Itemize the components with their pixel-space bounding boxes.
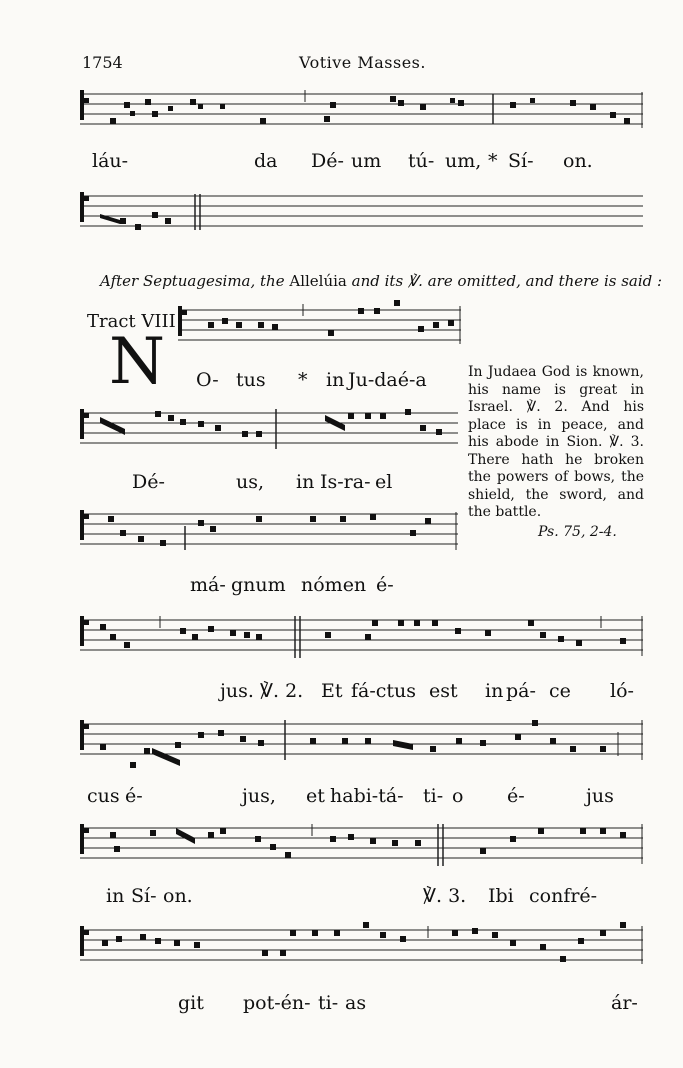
initial-letter: N	[109, 325, 165, 399]
lyric-syllable: et	[306, 785, 325, 807]
lyric-syllable: on.	[163, 885, 193, 907]
lyric-syllable: ti-	[318, 992, 339, 1014]
lyric-syllable: as	[345, 992, 367, 1014]
lyric-syllable: us,	[236, 471, 265, 493]
lyric-syllable: est	[429, 680, 458, 702]
rubric-part: After Septuagesima, the	[100, 272, 290, 290]
lyric-syllable: in	[106, 885, 125, 907]
lyric-syllable: Sí-	[131, 885, 157, 907]
lyric-syllable: Sí-	[508, 150, 534, 172]
lyric-syllable: é-	[125, 785, 143, 807]
lyric-syllable: é-	[376, 574, 394, 596]
translation-text: In Judaea God is known, his name is great in Israel. ℣. 2. And his place is in peace, and his abode in Sion. ℣. 3. There hath he broken the powers of bows, the shield, the sword, and the battle.	[468, 364, 644, 520]
music-staff-4	[80, 405, 460, 455]
lyric-syllable: Dé-	[311, 150, 344, 172]
music-staff-9	[80, 920, 645, 978]
lyric-syllable: git	[178, 992, 204, 1014]
lyric-syllable: má-	[190, 574, 226, 596]
lyric-syllable: O-	[196, 369, 219, 391]
music-staff-1	[80, 88, 645, 136]
lyric-syllable: ló-	[610, 680, 634, 702]
psalm-reference: Ps. 75, 2-4.	[538, 524, 617, 540]
lyric-syllable: jus,	[242, 785, 276, 807]
lyric-syllable: Ibi	[488, 885, 514, 907]
music-staff-7	[80, 716, 645, 772]
tract-label: Tract VIII	[87, 311, 176, 332]
lyric-syllable: Is-ra-	[320, 471, 371, 493]
lyric-syllable: um,	[445, 150, 482, 172]
lyric-syllable: Et	[321, 680, 343, 702]
page-number: 1754	[82, 53, 123, 72]
lyric-syllable: in	[326, 369, 345, 391]
lyric-syllable: ár-	[611, 992, 638, 1014]
lyric-syllable: ce	[549, 680, 571, 702]
lyric-syllable: ℣. 3.	[423, 885, 467, 907]
rubric-part: Allelúia	[289, 272, 347, 290]
lyric-syllable: Dé-	[132, 471, 165, 493]
lyric-syllable: um	[351, 150, 382, 172]
lyric-syllable: jus.	[220, 680, 254, 702]
lyric-syllable: pá-	[506, 680, 536, 702]
lyric-syllable: nómen	[301, 574, 367, 596]
lyric-syllable: pot-én-	[243, 992, 311, 1014]
music-staff-8	[80, 820, 645, 872]
lyric-syllable: el	[375, 471, 393, 493]
lyric-syllable: Ju-daé-a	[348, 369, 427, 391]
lyric-syllable: tú-	[408, 150, 435, 172]
lyric-syllable: é-	[507, 785, 525, 807]
lyric-syllable: gnum	[231, 574, 286, 596]
lyric-syllable: *	[488, 150, 498, 172]
lyric-syllable: ℣. 2.	[260, 680, 304, 702]
lyric-syllable: da	[254, 150, 278, 172]
music-staff-5	[80, 508, 460, 556]
lyric-syllable: *	[298, 369, 308, 391]
lyric-syllable: confré-	[529, 885, 598, 907]
music-staff-3	[178, 300, 463, 350]
lyric-syllable: in	[485, 680, 504, 702]
lyric-syllable: on.	[563, 150, 593, 172]
running-title: Votive Masses.	[299, 53, 426, 72]
lyric-syllable: jus	[586, 785, 614, 807]
lyric-syllable: in	[296, 471, 315, 493]
lyric-syllable: habi-tá-	[330, 785, 404, 807]
rubric-text	[100, 272, 662, 290]
lyric-syllable: cus	[87, 785, 120, 807]
rubric-part: and its ℣. are omitted, and there is said :	[346, 272, 663, 290]
lyric-syllable: láu-	[92, 150, 129, 172]
lyric-syllable: o	[452, 785, 464, 807]
lyric-syllable: fá-ctus	[351, 680, 417, 702]
music-staff-6	[80, 612, 645, 662]
lyric-syllable: tus	[236, 369, 266, 391]
music-staff-2	[80, 190, 645, 238]
lyric-syllable: ti-	[423, 785, 444, 807]
